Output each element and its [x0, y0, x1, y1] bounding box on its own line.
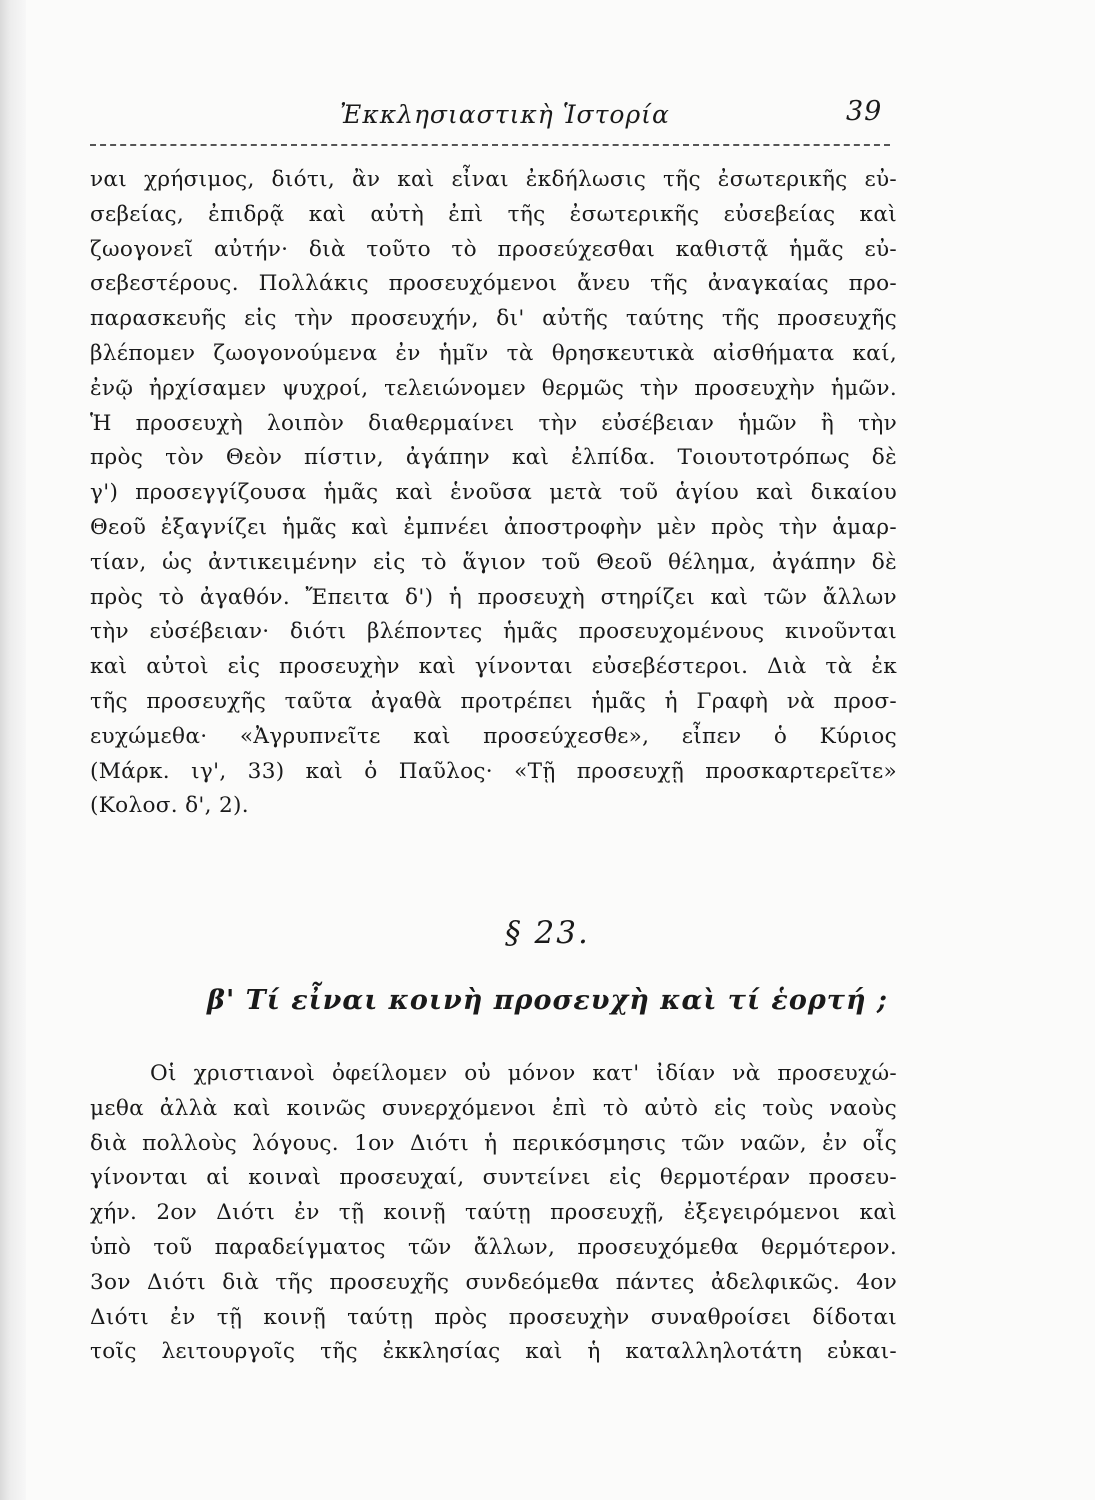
text-line: σεβεστέρους. Πολλάκις προσευχόμενοι ἄνευ τῆς ἀναγκαίας προ-	[90, 271, 897, 297]
text-line: Θεοῦ ἐξαγνίζει ἡμᾶς καὶ ἐμπνέει ἀποστροφὴν μὲν πρὸς τὴν ἁμαρ-	[90, 514, 897, 540]
text-line: διὰ πολλοὺς λόγους. 1ον Διότι ἡ περικόσμησις τῶν ναῶν, ἐν οἷς	[90, 1130, 897, 1156]
text-line: (Μάρκ. ιγ', 33) καὶ ὁ Παῦλος· «Τῇ προσευχῇ προσκαρτερεῖτε»	[90, 758, 897, 784]
text-line: ὑπὸ τοῦ παραδείγματος τῶν ἄλλων, προσευχόμεθα θερμότερον.	[90, 1234, 897, 1260]
paragraph-1	[90, 163, 897, 824]
text-line: Οἱ χριστιανοὶ ὀφείλομεν οὐ μόνον κατ' ἰδίαν νὰ προσευχώ-	[150, 1061, 897, 1086]
text-line: σεβείας, ἐπιδρᾷ καὶ αὐτὴ ἐπὶ τῆς ἐσωτερικῆς εὐσεβείας καὶ	[90, 201, 897, 227]
running-title: Ἐκκλησιαστικὴ Ἱστορία	[340, 100, 670, 129]
text-line: Ἡ προσευχὴ λοιπὸν διαθερμαίνει τὴν εὐσέβειαν ἡμῶν ἢ τὴν	[90, 410, 897, 436]
text-line: τίαν, ὡς ἀντικειμένην εἰς τὸ ἅγιον τοῦ Θεοῦ θέλημα, ἀγάπην δὲ	[90, 549, 897, 575]
text-line: ζωογονεῖ αὐτήν· διὰ τοῦτο τὸ προσεύχεσθαι καθιστᾷ ἡμᾶς εὐ-	[90, 236, 897, 262]
text-line: τὴν εὐσέβειαν· διότι βλέποντες ἡμᾶς προσευχομένους κινοῦνται	[90, 619, 897, 645]
text-line: Διότι ἐν τῇ κοινῇ ταύτῃ πρὸς προσευχὴν συναθροίσει δίδοται	[90, 1304, 897, 1330]
text-line: τοῖς λειτουργοῖς τῆς ἐκκλησίας καὶ ἡ καταλληλοτάτη εὐκαι-	[90, 1339, 897, 1365]
text-line: (Κολοσ. δ', 2).	[90, 793, 249, 819]
text-line: πρὸς τὸν Θεὸν πίστιν, ἀγάπην καὶ ἐλπίδα. Τοιουτοτρόπως δὲ	[90, 445, 897, 471]
text-line: γ') προσεγγίζουσα ἡμᾶς καὶ ἑνοῦσα μετὰ τοῦ ἁγίου καὶ δικαίου	[90, 480, 897, 506]
text-line: βλέπομεν ζωογονούμενα ἐν ἡμῖν τὰ θρησκευτικὰ αἰσθήματα καί,	[90, 340, 897, 366]
text-line: γίνονται αἱ κοιναὶ προσευχαί, συντείνει εἰς θερμοτέραν προσευ-	[90, 1165, 897, 1191]
text-line: τῆς προσευχῆς ταῦτα ἀγαθὰ προτρέπει ἡμᾶς ἡ Γραφὴ νὰ προσ-	[90, 688, 897, 714]
text-line: πρὸς τὸ ἀγαθόν. Ἔπειτα δ') ἡ προσευχὴ στηρίζει καὶ τῶν ἄλλων	[90, 584, 897, 610]
text-line: 3ον Διότι διὰ τῆς προσευχῆς συνδεόμεθα πάντες ἀδελφικῶς. 4ον	[90, 1269, 897, 1295]
section-title: β' Τί εἶναι κοινὴ προσευχὴ καὶ τί ἑορτή ;	[207, 985, 888, 1016]
text-line: μεθα ἀλλὰ καὶ κοινῶς συνερχόμενοι ἐπὶ τὸ αὐτὸ εἰς τοὺς ναοὺς	[90, 1095, 897, 1121]
text-line: ἐνῷ ἠρχίσαμεν ψυχροί, τελειώνομεν θερμῶς τὴν προσευχὴν ἡμῶν.	[90, 375, 897, 401]
page-header	[90, 96, 895, 140]
text-line: ναι χρήσιμος, διότι, ἂν καὶ εἶναι ἐκδήλωσις τῆς ἐσωτερικῆς εὐ-	[90, 167, 897, 192]
text-line: ευχώμεθα· «Ἀγρυπνεῖτε καὶ προσεύχεσθε», εἶπεν ὁ Κύριος	[90, 723, 897, 749]
page-gutter	[0, 0, 26, 1500]
section-number: § 23.	[505, 915, 590, 951]
text-line: παρασκευῆς εἰς τὴν προσευχήν, δι' αὐτῆς ταύτης τῆς προσευχῆς	[90, 306, 897, 332]
paragraph-2	[90, 1057, 897, 1370]
text-line: χήν. 2ον Διότι ἐν τῇ κοινῇ ταύτῃ προσευχῇ, ἐξεγειρόμενοι καὶ	[90, 1200, 897, 1226]
page-number: 39	[846, 96, 883, 127]
header-rule	[90, 144, 890, 146]
text-line: καὶ αὐτοὶ εἰς προσευχὴν καὶ γίνονται εὐσεβέστεροι. Διὰ τὰ ἐκ	[90, 654, 897, 680]
